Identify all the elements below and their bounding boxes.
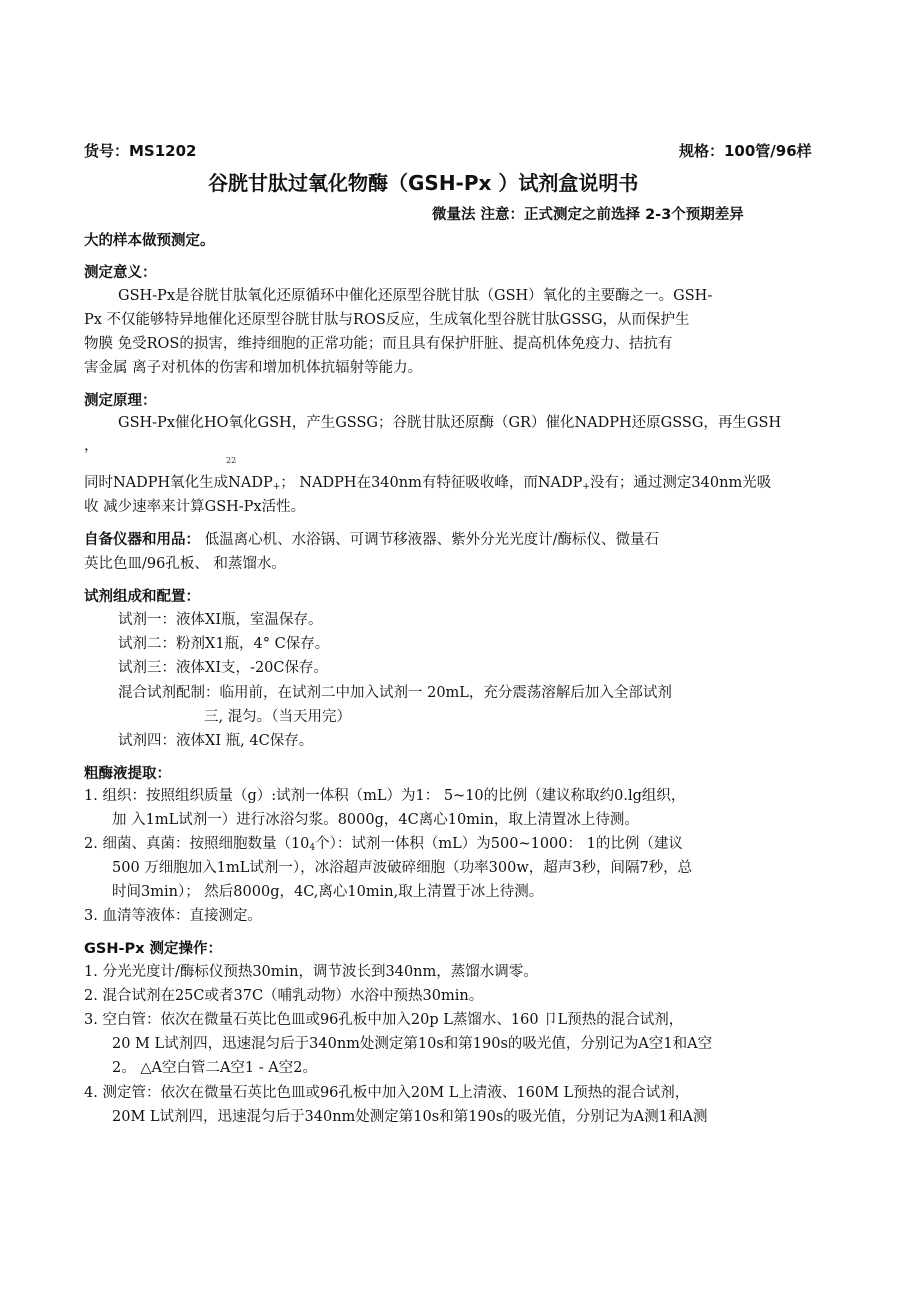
extraction-line: 500 万细胞加入1mL试剂一），冰浴超声波破碎细胞（功率300w，超声3秒，间隔7秒，总 bbox=[112, 860, 693, 876]
operation-line: 2. 混合试剂在25C或者37C（哺乳动物）水浴中预热30min。 bbox=[84, 988, 484, 1004]
reagent-item: 试剂三：液体XI支，-20C保存。 bbox=[118, 660, 328, 676]
principle-line-2a: 同时NADPH氧化生成NADP bbox=[84, 475, 273, 491]
extraction-line: 加 入1mL试剂一）进行冰浴匀浆。8000g，4C离心10min，取上清置冰上待测。 bbox=[112, 812, 639, 828]
significance-heading: 测定意义： bbox=[84, 265, 157, 281]
extraction-line: 3. 血清等液体：直接测定。 bbox=[84, 908, 262, 924]
operation-line: 1. 分光光度计/酶标仪预热30min，调节波长到340nm，蒸馏水调零。 bbox=[84, 964, 538, 980]
principle-line-2b: ； NADPH在340nm有特征吸收峰，而NADP bbox=[280, 475, 583, 491]
principle-comma: ， bbox=[84, 438, 99, 454]
principle-line-2c: 没有；通过测定340nm光吸 bbox=[589, 475, 772, 491]
reagent-item: 试剂四：液体XI 瓶, 4C保存。 bbox=[118, 733, 314, 749]
reagents-heading: 试剂组成和配置： bbox=[84, 589, 200, 605]
spec-label: 规格：100管/96样 bbox=[679, 142, 812, 160]
extraction-line: 1. 组织：按照组织质量（g）:试剂一体积（mL）为1： 5~10的比例（建议称取约0.lg组织， bbox=[84, 788, 686, 804]
instruments-line-2: 英比色皿/96孔板、 和蒸馏水。 bbox=[84, 556, 286, 572]
extraction-line-part: 2. 细菌、真菌：按照细胞数量（10 bbox=[84, 836, 310, 852]
operation-heading: GSH-Px 测定操作： bbox=[84, 941, 223, 957]
significance-line: Px 不仅能够特异地催化还原型谷胱甘肽与ROS反应，生成氧化型谷胱甘肽GSSG，从而保护生 bbox=[84, 312, 690, 328]
instruments-heading: 自备仪器和用品： bbox=[84, 532, 200, 548]
item-number: 货号：MS1202 bbox=[84, 142, 197, 160]
instruments-text: 低温离心机、水浴锅、可调节移液器、紫外分光光度计/酶标仪、微量石 bbox=[200, 532, 659, 548]
significance-line: GSH-Px是谷胱甘肽氧化还原循环中催化还原型谷胱甘肽（GSH）氧化的主要酶之一。GSH- bbox=[118, 288, 713, 304]
reagent-item: 混合试剂配制：临用前，在试剂二中加入试剂一 20mL，充分震荡溶解后加入全部试剂 bbox=[118, 685, 672, 701]
reagent-item: 试剂二：粉剂X1瓶，4° C保存。 bbox=[118, 636, 330, 652]
document-title: 谷胱甘肽过氧化物酶（GSH-Px ）试剂盒说明书 bbox=[208, 171, 639, 195]
extraction-line: 时间3min）； 然后8000g，4C,离心10min,取上清置于冰上待测。 bbox=[112, 884, 544, 900]
significance-line: 害金属 离子对机体的伤害和增加机体抗辐射等能力。 bbox=[84, 360, 423, 376]
principle-heading: 测定原理： bbox=[84, 393, 157, 409]
principle-line-2 bbox=[84, 471, 771, 492]
principle-line-3: 收 减少速率来计算GSH-Px活性。 bbox=[84, 499, 306, 515]
operation-line: 4. 测定管：依次在微量石英比色皿或96孔板中加入20M L上清液、160M L预热的混合试剂， bbox=[84, 1085, 690, 1101]
extraction-heading: 粗酶液提取： bbox=[84, 766, 171, 782]
extraction-line-part: 个）：试剂一体积（mL）为500~1000： 1的比例（建议 bbox=[315, 836, 683, 852]
extraction-line bbox=[84, 832, 683, 853]
significance-line: 物膜 免受ROS的损害，维持细胞的正常功能；而且具有保护肝脏、提高机体免疫力、拮抗有 bbox=[84, 336, 673, 352]
subscript-mark: 22 bbox=[226, 456, 237, 465]
operation-line: 3. 空白管：依次在微量石英比色皿或96孔板中加入20p L蒸馏水、160 卩L预热的混合试剂， bbox=[84, 1012, 684, 1028]
notice-line-2: 大的样本做预测定。 bbox=[84, 233, 215, 249]
instruments-line-1 bbox=[84, 528, 659, 549]
power-subscript: 4 bbox=[309, 843, 316, 853]
reagent-item: 试剂一：液体XI瓶，室温保存。 bbox=[118, 612, 323, 628]
principle-line-1: GSH-Px催化HO氧化GSH，产生GSSG；谷胱甘肽还原酶（GR）催化NADPH还原GSSG，再生GSH bbox=[118, 415, 782, 431]
plus-subscript-2: + bbox=[582, 482, 590, 492]
notice-line-1: 微量法 注意：正式测定之前选择 2-3个预期差异 bbox=[432, 207, 744, 223]
operation-line: 20M L试剂四，迅速混匀后于340nm处测定第10s和第190s的吸光值，分别记为A测1和A测 bbox=[112, 1109, 708, 1125]
reagent-item: 三, 混匀。（当天用完） bbox=[204, 709, 351, 725]
plus-subscript-1: + bbox=[272, 482, 281, 492]
operation-line: 20 M L试剂四，迅速混匀后于340nm处测定第10s和第190s的吸光值，分别记为A空1和A空 bbox=[112, 1036, 713, 1052]
operation-line: 2。 △A空白管二A空1 - A空2。 bbox=[112, 1060, 317, 1076]
